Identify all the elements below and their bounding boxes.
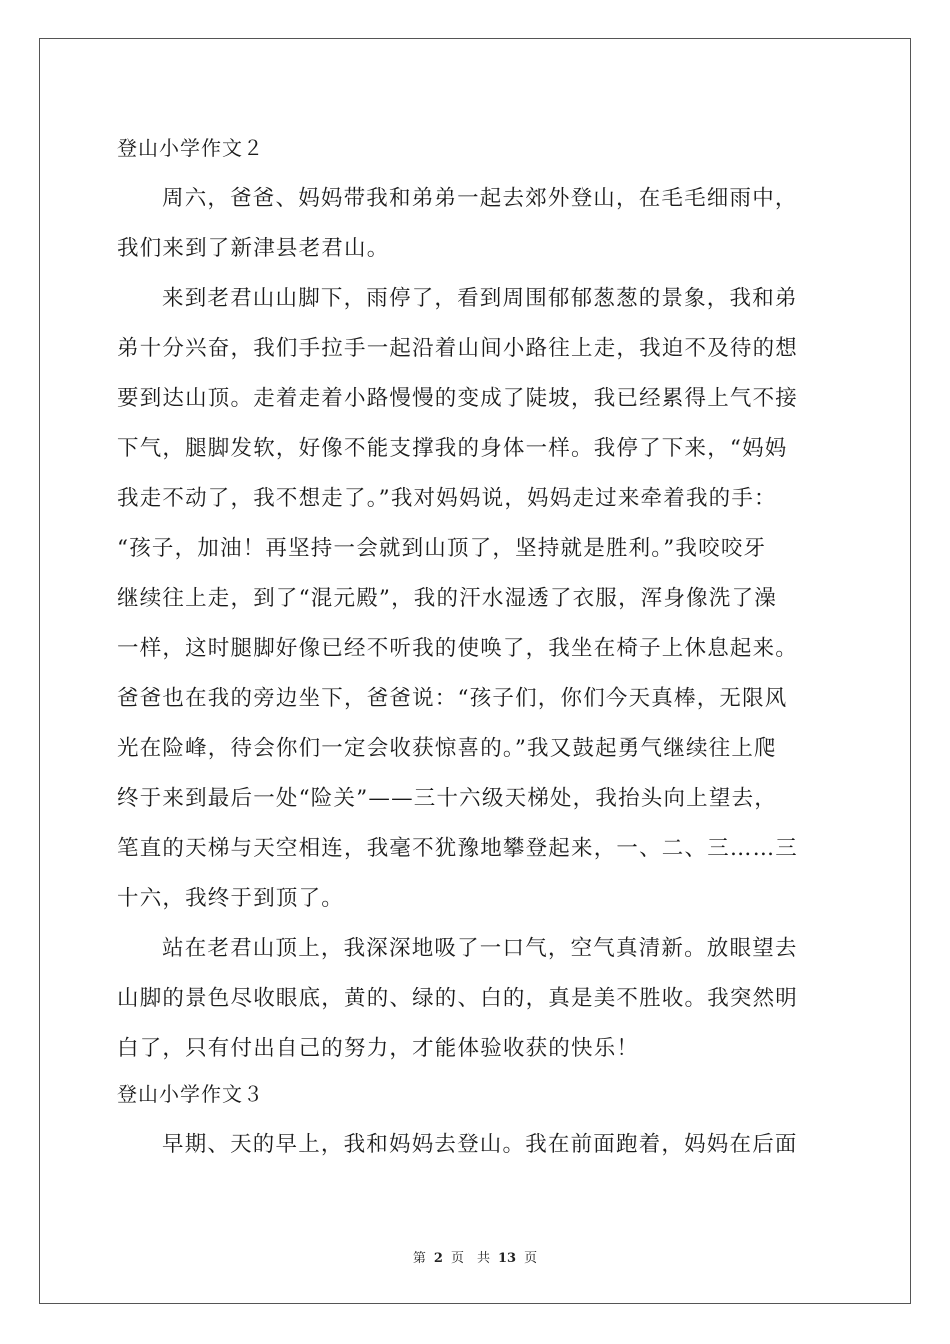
text-line: “孩子，加油！再坚持一会就到山顶了，坚持就是胜利。”我咬咬牙 (117, 536, 767, 561)
text-line: 要到达山顶。走着走着小路慢慢的变成了陡坡，我已经累得上气不接 (117, 386, 799, 411)
footer-page-number: 2 (433, 1251, 443, 1266)
text-line: 周六，爸爸、妈妈带我和弟弟一起去郊外登山，在毛毛细雨中， (162, 186, 798, 211)
paragraph (117, 1120, 833, 1170)
text-line: 弟十分兴奋，我们手拉手一起沿着山间小路往上走，我迫不及待的想 (117, 336, 799, 361)
page-footer (0, 1247, 950, 1266)
footer-page-middle: 页 共 (450, 1251, 490, 1266)
text-line: 十六，我终于到顶了。 (117, 886, 345, 911)
text-line: 早期、天的早上，我和妈妈去登山。我在前面跑着，妈妈在后面 (162, 1132, 798, 1157)
text-line: 光在险峰，待会你们一定会收获惊喜的。”我又鼓起勇气继续往上爬 (117, 736, 777, 761)
text-line: 站在老君山顶上，我深深地吸了一口气，空气真清新。放眼望去 (162, 936, 798, 961)
text-line: 来到老君山山脚下，雨停了，看到周围郁郁葱葱的景象，我和弟 (162, 286, 798, 311)
footer-total-pages: 13 (497, 1251, 517, 1266)
paragraph (117, 924, 833, 1074)
text-line: 山脚的景色尽收眼底，黄的、绿的、白的，真是美不胜收。我突然明 (117, 986, 799, 1011)
text-line: 一样，这时腿脚好像已经不听我的使唤了，我坐在椅子上休息起来。 (117, 636, 799, 661)
text-line: 笔直的天梯与天空相连，我毫不犹豫地攀登起来，一、二、三……三 (117, 836, 799, 861)
text-line: 继续往上走，到了“混元殿”，我的汗水湿透了衣服，浑身像洗了澡 (117, 586, 777, 611)
text-line: 爸爸也在我的旁边坐下，爸爸说：“孩子们，你们今天真棒，无限风 (117, 686, 788, 711)
section-title: 登山小学作文２ (117, 136, 264, 160)
document-body (117, 128, 833, 1170)
paragraph (117, 174, 833, 274)
text-line: 白了，只有付出自己的努力，才能体验收获的快乐！ (117, 1036, 640, 1061)
text-line: 我们来到了新津县老君山。 (117, 236, 390, 261)
text-line: 我走不动了，我不想走了。”我对妈妈说，妈妈走过来牵着我的手： (117, 486, 777, 511)
footer-page-suffix: 页 (524, 1251, 538, 1266)
text-line: 下气，腿脚发软，好像不能支撑我的身体一样。我停了下来，“妈妈 (117, 436, 788, 461)
section-title: 登山小学作文３ (117, 1082, 264, 1106)
footer-page-prefix: 第 (412, 1251, 426, 1266)
text-line: 终于来到最后一处“险关”——三十六级天梯处，我抬头向上望去， (117, 786, 777, 811)
paragraph (117, 274, 833, 924)
